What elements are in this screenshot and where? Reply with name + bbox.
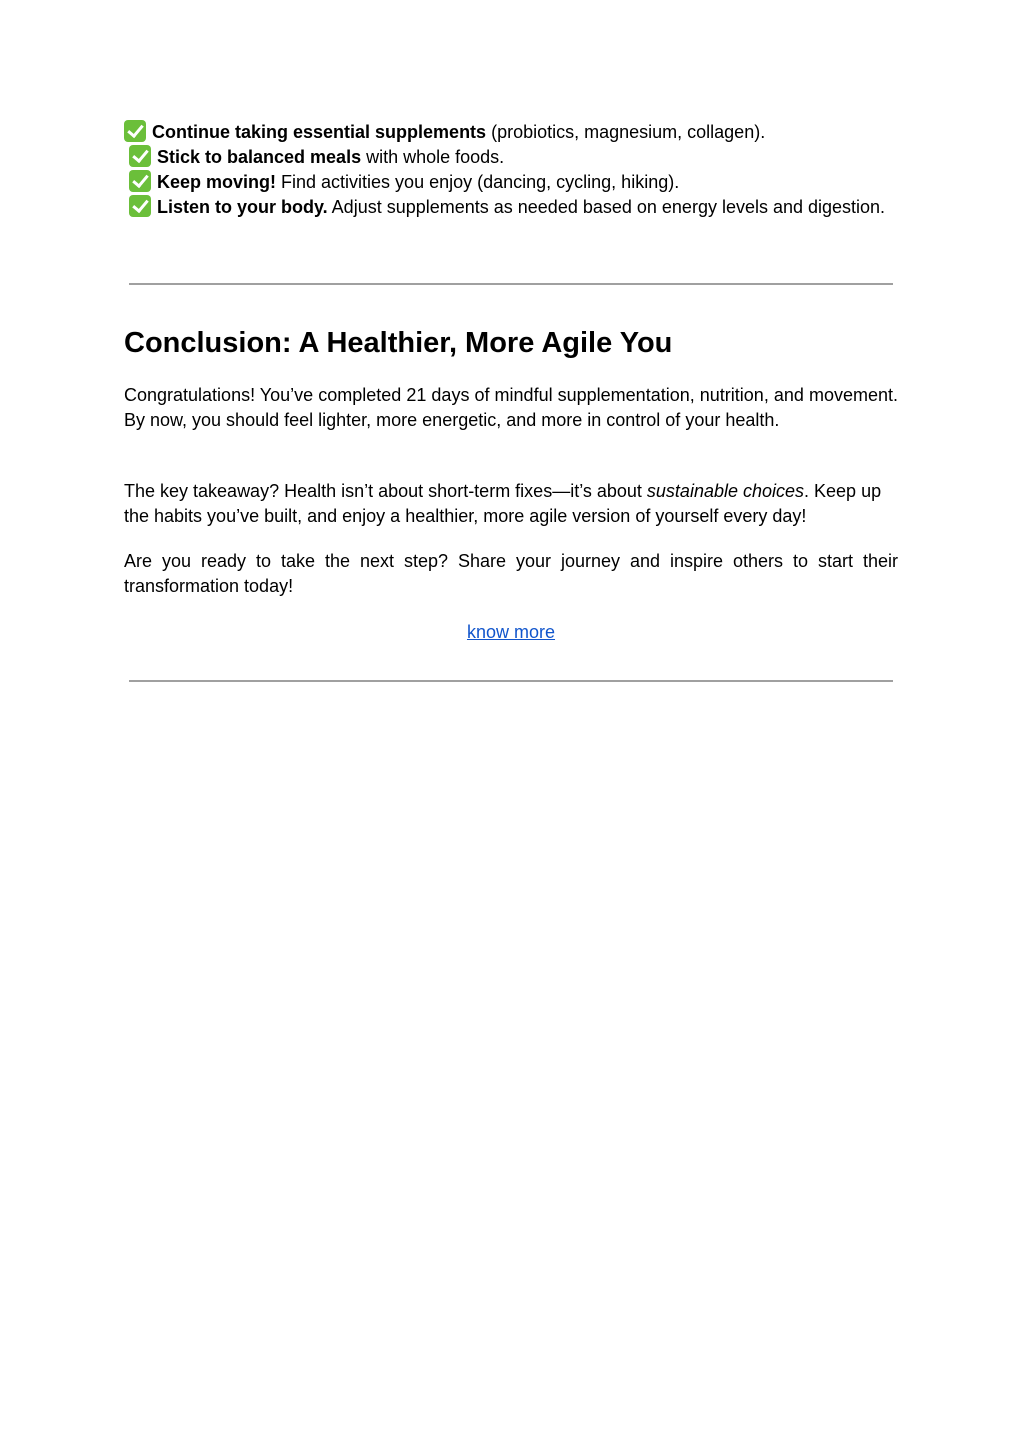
know-more-link[interactable]: know more <box>466 622 556 642</box>
check-mark-icon <box>129 195 151 217</box>
paragraph-congratulations: Congratulations! You’ve completed 21 days of mindful supplementation, nutrition, and movement. By now, you should feel lighter, more energetic, and more in control of your health. <box>124 385 898 430</box>
horizontal-divider <box>129 680 893 682</box>
checklist-item-text: with whole foods. <box>361 147 505 167</box>
checklist-item-text: Adjust supplements as needed based on energy levels and digestion. <box>327 197 886 217</box>
checklist-item <box>124 170 898 195</box>
paragraph-text: . Keep up the habits you’ve built, and enjoy a healthier, more agile version of yourself every day! <box>124 481 882 526</box>
paragraph-next-step: Are you ready to take the next step? Share your journey and inspire others to start their transformation today! <box>124 551 898 596</box>
document-page <box>124 120 898 642</box>
checklist-item-bold: Keep moving! <box>157 172 277 192</box>
checklist-item-bold: Stick to balanced meals <box>157 147 362 167</box>
check-mark-icon <box>129 145 151 167</box>
checklist-item <box>124 145 898 170</box>
checklist-item <box>124 195 898 220</box>
section-heading: Conclusion: A Healthier, More Agile You <box>124 327 673 359</box>
emphasis-text: sustainable choices <box>646 481 805 501</box>
horizontal-divider <box>129 283 893 285</box>
checklist-item-text: Find activities you enjoy (dancing, cycling, hiking). <box>276 172 680 192</box>
link-container <box>124 620 898 645</box>
check-mark-icon <box>124 120 146 142</box>
habit-checklist <box>124 120 898 220</box>
checklist-item-bold: Listen to your body. <box>157 197 328 217</box>
checklist-item-bold: Continue taking essential supplements <box>152 122 487 142</box>
check-mark-icon <box>129 170 151 192</box>
paragraph-text: The key takeaway? Health isn’t about short-term fixes—it’s about <box>124 481 647 501</box>
paragraph-key-takeaway <box>124 479 898 529</box>
checklist-item <box>124 120 898 145</box>
checklist-item-text: (probiotics, magnesium, collagen). <box>486 122 766 142</box>
